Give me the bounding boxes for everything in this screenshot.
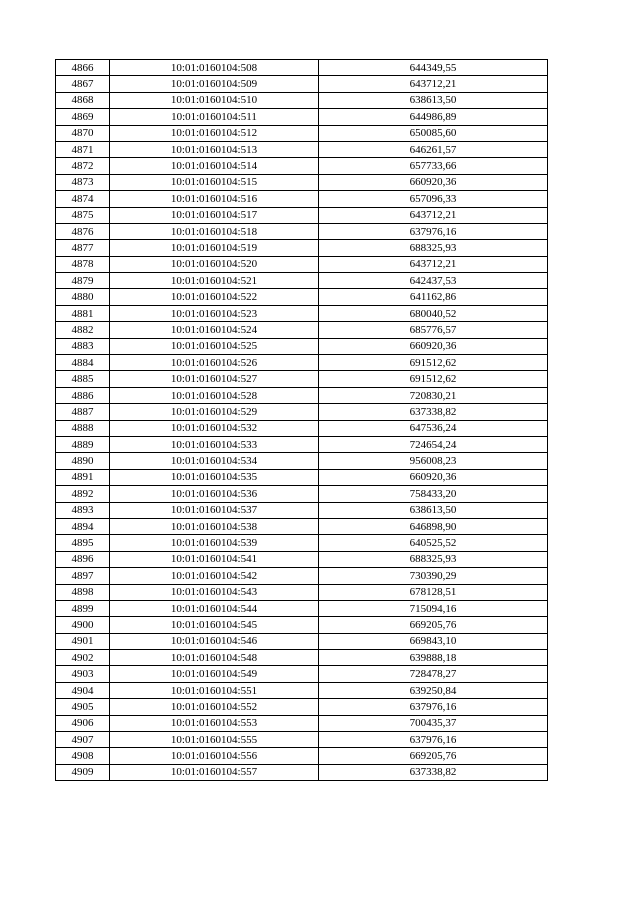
cadastral-number-cell: 10:01:0160104:539 [110,535,319,551]
row-number-cell: 4903 [56,666,110,682]
cadastral-value-cell: 691512,62 [319,371,548,387]
table-row [56,76,548,92]
cadastral-number-cell: 10:01:0160104:514 [110,158,319,174]
cadastral-value-cell: 678128,51 [319,584,548,600]
row-number-cell: 4889 [56,436,110,452]
table-row [56,518,548,534]
row-number-cell: 4871 [56,141,110,157]
table-row [56,600,548,616]
cadastral-number-cell: 10:01:0160104:545 [110,617,319,633]
table-row [56,92,548,108]
cadastral-value-cell: 650085,60 [319,125,548,141]
cadastral-value-cell: 688325,93 [319,551,548,567]
row-number-cell: 4868 [56,92,110,108]
table-row [56,453,548,469]
row-number-cell: 4869 [56,109,110,125]
row-number-cell: 4866 [56,60,110,76]
cadastral-number-cell: 10:01:0160104:535 [110,469,319,485]
row-number-cell: 4880 [56,289,110,305]
cadastral-value-cell: 644986,89 [319,109,548,125]
table-row [56,469,548,485]
row-number-cell: 4899 [56,600,110,616]
cadastral-number-cell: 10:01:0160104:521 [110,273,319,289]
cadastral-value-cell: 644349,55 [319,60,548,76]
table-row [56,486,548,502]
row-number-cell: 4883 [56,338,110,354]
table-row [56,387,548,403]
cadastral-number-cell: 10:01:0160104:518 [110,223,319,239]
cadastral-number-cell: 10:01:0160104:536 [110,486,319,502]
cadastral-value-cell: 646261,57 [319,141,548,157]
row-number-cell: 4898 [56,584,110,600]
cadastral-value-cell: 691512,62 [319,355,548,371]
cadastral-value-cell: 660920,36 [319,338,548,354]
cadastral-number-cell: 10:01:0160104:541 [110,551,319,567]
cadastral-value-cell: 720830,21 [319,387,548,403]
table-row [56,535,548,551]
row-number-cell: 4907 [56,732,110,748]
cadastral-value-cell: 728478,27 [319,666,548,682]
table-row [56,207,548,223]
row-number-cell: 4877 [56,240,110,256]
cadastral-value-cell: 724654,24 [319,436,548,452]
table-row [56,650,548,666]
cadastral-value-cell: 646898,90 [319,518,548,534]
cadastral-number-cell: 10:01:0160104:529 [110,404,319,420]
cadastral-number-cell: 10:01:0160104:546 [110,633,319,649]
cadastral-value-cell: 680040,52 [319,305,548,321]
table-row [56,371,548,387]
cadastral-value-cell: 641162,86 [319,289,548,305]
cadastral-number-cell: 10:01:0160104:523 [110,305,319,321]
cadastral-number-cell: 10:01:0160104:542 [110,568,319,584]
cadastral-value-cell: 637976,16 [319,699,548,715]
cadastral-value-cell: 660920,36 [319,469,548,485]
row-number-cell: 4901 [56,633,110,649]
row-number-cell: 4894 [56,518,110,534]
cadastral-value-cell: 639888,18 [319,650,548,666]
row-number-cell: 4876 [56,223,110,239]
row-number-cell: 4870 [56,125,110,141]
row-number-cell: 4900 [56,617,110,633]
cadastral-number-cell: 10:01:0160104:508 [110,60,319,76]
cadastral-number-cell: 10:01:0160104:548 [110,650,319,666]
cadastral-value-cell: 715094,16 [319,600,548,616]
cadastral-value-cell: 657096,33 [319,191,548,207]
table-row [56,322,548,338]
table-row [56,502,548,518]
cadastral-number-cell: 10:01:0160104:533 [110,436,319,452]
table-row [56,764,548,780]
row-number-cell: 4891 [56,469,110,485]
table-row [56,273,548,289]
cadastral-value-cell: 669205,76 [319,617,548,633]
cadastral-number-cell: 10:01:0160104:553 [110,715,319,731]
cadastral-number-cell: 10:01:0160104:543 [110,584,319,600]
row-number-cell: 4878 [56,256,110,272]
table-body [56,60,548,781]
cadastral-number-cell: 10:01:0160104:524 [110,322,319,338]
table-row [56,141,548,157]
cadastral-number-cell: 10:01:0160104:528 [110,387,319,403]
cadastral-number-cell: 10:01:0160104:532 [110,420,319,436]
table-row [56,174,548,190]
row-number-cell: 4896 [56,551,110,567]
row-number-cell: 4873 [56,174,110,190]
row-number-cell: 4897 [56,568,110,584]
cadastral-number-cell: 10:01:0160104:549 [110,666,319,682]
table-row [56,125,548,141]
cadastral-number-cell: 10:01:0160104:556 [110,748,319,764]
table-row [56,355,548,371]
table-row [56,256,548,272]
cadastral-value-cell: 643712,21 [319,256,548,272]
cadastral-number-cell: 10:01:0160104:551 [110,682,319,698]
cadastral-number-cell: 10:01:0160104:516 [110,191,319,207]
row-number-cell: 4875 [56,207,110,223]
table-row [56,568,548,584]
cadastral-number-cell: 10:01:0160104:526 [110,355,319,371]
row-number-cell: 4881 [56,305,110,321]
cadastral-value-cell: 669843,10 [319,633,548,649]
cadastral-value-cell: 643712,21 [319,76,548,92]
cadastral-number-cell: 10:01:0160104:510 [110,92,319,108]
row-number-cell: 4893 [56,502,110,518]
row-number-cell: 4872 [56,158,110,174]
cadastral-number-cell: 10:01:0160104:515 [110,174,319,190]
cadastral-number-cell: 10:01:0160104:511 [110,109,319,125]
row-number-cell: 4885 [56,371,110,387]
row-number-cell: 4890 [56,453,110,469]
table-row [56,60,548,76]
cadastral-number-cell: 10:01:0160104:520 [110,256,319,272]
cadastral-number-cell: 10:01:0160104:557 [110,764,319,780]
cadastral-value-cell: 643712,21 [319,207,548,223]
table-row [56,436,548,452]
cadastral-value-cell: 660920,36 [319,174,548,190]
table-row [56,584,548,600]
table-row [56,551,548,567]
row-number-cell: 4906 [56,715,110,731]
table-row [56,109,548,125]
cadastral-value-table [55,59,548,781]
cadastral-value-cell: 637976,16 [319,732,548,748]
table-row [56,699,548,715]
cadastral-number-cell: 10:01:0160104:525 [110,338,319,354]
row-number-cell: 4908 [56,748,110,764]
table-row [56,223,548,239]
cadastral-number-cell: 10:01:0160104:527 [110,371,319,387]
table-row [56,732,548,748]
row-number-cell: 4904 [56,682,110,698]
cadastral-number-cell: 10:01:0160104:534 [110,453,319,469]
cadastral-number-cell: 10:01:0160104:522 [110,289,319,305]
row-number-cell: 4888 [56,420,110,436]
table-row [56,338,548,354]
table-row [56,191,548,207]
row-number-cell: 4884 [56,355,110,371]
cadastral-value-cell: 700435,37 [319,715,548,731]
cadastral-value-cell: 637338,82 [319,764,548,780]
table-row [56,240,548,256]
cadastral-value-cell: 758433,20 [319,486,548,502]
cadastral-number-cell: 10:01:0160104:544 [110,600,319,616]
cadastral-number-cell: 10:01:0160104:555 [110,732,319,748]
cadastral-value-cell: 730390,29 [319,568,548,584]
row-number-cell: 4867 [56,76,110,92]
table-row [56,748,548,764]
row-number-cell: 4874 [56,191,110,207]
row-number-cell: 4886 [56,387,110,403]
cadastral-value-cell: 685776,57 [319,322,548,338]
cadastral-number-cell: 10:01:0160104:512 [110,125,319,141]
cadastral-value-cell: 638613,50 [319,92,548,108]
table-row [56,617,548,633]
cadastral-value-cell: 637338,82 [319,404,548,420]
cadastral-number-cell: 10:01:0160104:517 [110,207,319,223]
row-number-cell: 4909 [56,764,110,780]
cadastral-value-cell: 642437,53 [319,273,548,289]
cadastral-value-cell: 657733,66 [319,158,548,174]
cadastral-value-cell: 638613,50 [319,502,548,518]
cadastral-value-cell: 639250,84 [319,682,548,698]
row-number-cell: 4892 [56,486,110,502]
cadastral-number-cell: 10:01:0160104:509 [110,76,319,92]
cadastral-value-cell: 956008,23 [319,453,548,469]
row-number-cell: 4882 [56,322,110,338]
table-row [56,633,548,649]
cadastral-number-cell: 10:01:0160104:537 [110,502,319,518]
table-row [56,305,548,321]
table-row [56,715,548,731]
cadastral-value-cell: 688325,93 [319,240,548,256]
table-row [56,682,548,698]
row-number-cell: 4902 [56,650,110,666]
cadastral-number-cell: 10:01:0160104:552 [110,699,319,715]
row-number-cell: 4879 [56,273,110,289]
table-row [56,666,548,682]
cadastral-value-cell: 640525,52 [319,535,548,551]
table-row [56,420,548,436]
table-row [56,404,548,420]
cadastral-number-cell: 10:01:0160104:519 [110,240,319,256]
row-number-cell: 4905 [56,699,110,715]
cadastral-value-cell: 637976,16 [319,223,548,239]
cadastral-value-cell: 647536,24 [319,420,548,436]
cadastral-number-cell: 10:01:0160104:513 [110,141,319,157]
row-number-cell: 4895 [56,535,110,551]
row-number-cell: 4887 [56,404,110,420]
cadastral-value-cell: 669205,76 [319,748,548,764]
table-row [56,289,548,305]
table-row [56,158,548,174]
cadastral-number-cell: 10:01:0160104:538 [110,518,319,534]
